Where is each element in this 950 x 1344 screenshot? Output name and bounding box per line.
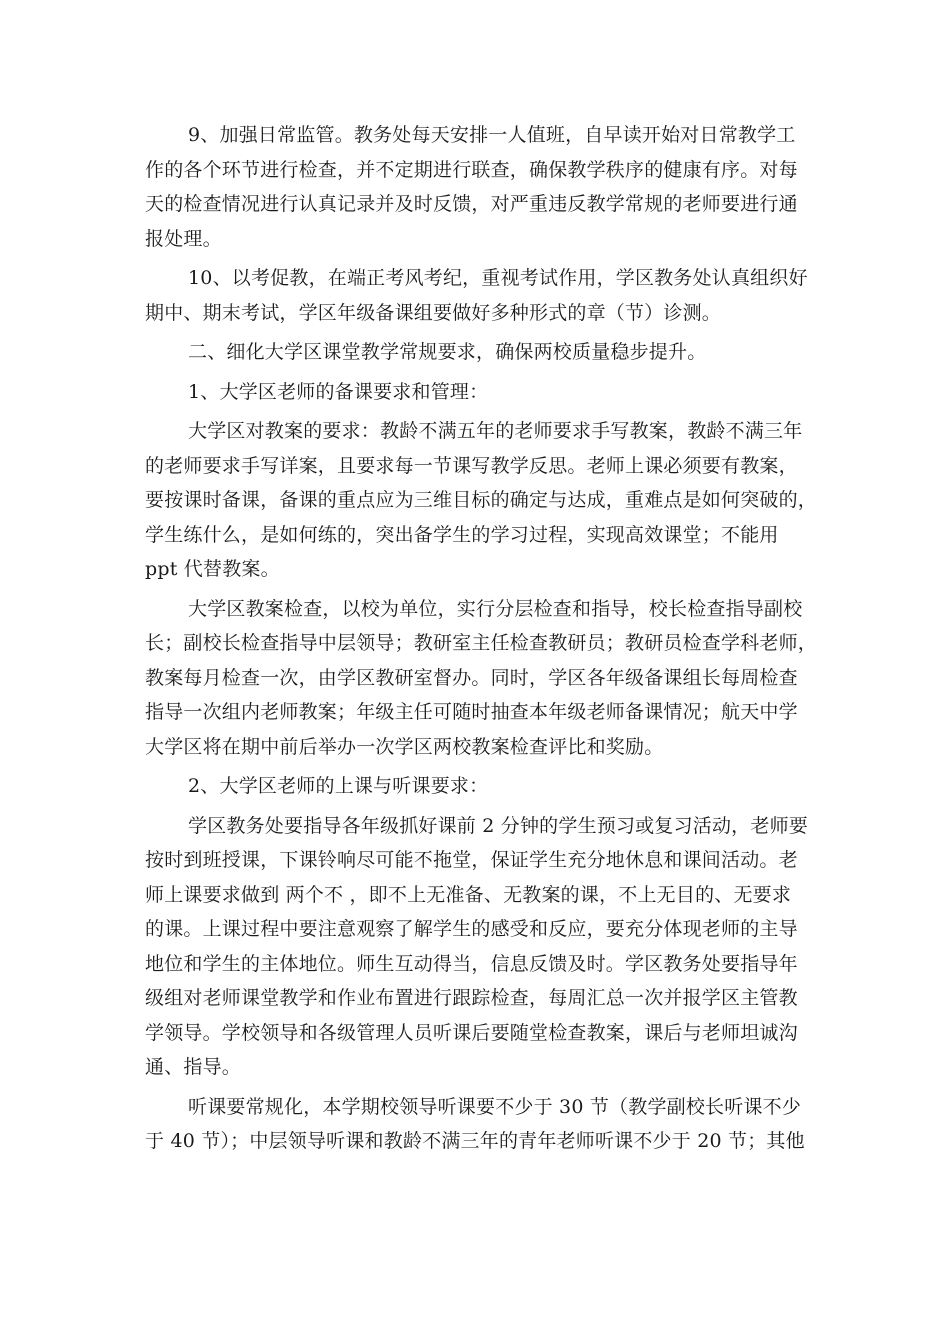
text-line: 级组对老师课堂教学和作业布置进行跟踪检查，每周汇总一次并报学区主管教: [145, 987, 798, 1009]
text-line: 大学区将在期中前后举办一次学区两校教案检查评比和奖励。: [145, 735, 664, 758]
section-heading-two: [145, 335, 807, 370]
text-line: 学领导。学校领导和各级管理人员听课后要随堂检查教案，课后与老师坦诚沟: [145, 1021, 798, 1044]
text-line: ppt 代替教案。: [145, 558, 280, 580]
paragraph-classroom-requirements: [145, 809, 807, 1085]
text-line: 教案每月检查一次，由学区教研室督办。同时，学区各年级备课组长每周检查: [145, 666, 798, 689]
text-line: 指导一次组内老师教案；年级主任可随时抽查本年级老师备课情况；航天中学: [145, 701, 798, 723]
subheading-lesson-prep: [145, 375, 807, 410]
subheading-teaching-observation: [145, 769, 807, 804]
text-line: 9、加强日常监管。教务处每天安排一人值班，自早读开始对日常教学工: [188, 124, 796, 146]
text-line: 学区教务处要指导各年级抓好课前 2 分钟的学生预习或复习活动，老师要: [188, 814, 808, 837]
text-line: 学生练什么，是如何练的，突出备学生的学习过程，实现高效课堂；不能用: [145, 523, 779, 546]
text-line: 按时到班授课，下课铃响尽可能不拖堂，保证学生充分地休息和课间活动。老: [145, 849, 798, 871]
text-line: 的课。上课过程中要注意观察了解学生的感受和反应，要充分体现老师的主导: [145, 918, 798, 940]
subheading: 1、大学区老师的备课要求和管理：: [188, 380, 489, 403]
text-line: 报处理。: [145, 227, 222, 250]
document-body: [145, 118, 818, 1159]
paragraph-daily-supervision: [145, 118, 807, 256]
text-line: 天的检查情况进行认真记录并及时反馈，对严重违反教学常规的老师要进行通: [145, 193, 798, 215]
subheading: 2、大学区老师的上课与听课要求：: [188, 775, 489, 797]
text-line: 地位和学生的主体地位。师生互动得当，信息反馈及时。学区教务处要指导年: [145, 952, 798, 975]
text-line: 通、指导。: [145, 1056, 242, 1078]
section-heading: 二、细化大学区课堂教学常规要求，确保两校质量稳步提升。: [188, 341, 707, 363]
text-line: 师上课要求做到 两个不 ，即不上无准备、无教案的课，不上无目的、无要求: [145, 883, 792, 906]
paragraph-exams: [145, 261, 807, 330]
text-line: 大学区对教案的要求：教龄不满五年的老师要求手写教案，教龄不满三年: [188, 420, 803, 442]
paragraph-observation-quota: [145, 1090, 807, 1159]
text-line: 10、以考促教，在端正考风考纪，重视考试作用，学区教务处认真组织好: [188, 267, 808, 289]
paragraph-lesson-plan-requirements: [145, 414, 818, 587]
text-line: 作的各个环节进行检查，并不定期进行联查，确保教学秩序的健康有序。对每: [145, 158, 798, 181]
text-line: 于 40 节）；中层领导听课和教龄不满三年的青年老师听课不少于 20 节；其他: [145, 1130, 805, 1152]
text-line: 的老师要求手写详案，且要求每一节课写教学反思。老师上课必须要有教案，: [145, 454, 798, 477]
text-line: 要按课时备课，备课的重点应为三维目标的确定与达成，重难点是如何突破的，: [145, 489, 818, 511]
text-line: 听课要常规化，本学期校领导听课要不少于 30 节（教学副校长听课不少: [188, 1095, 802, 1118]
text-line: 期中、期末考试，学区年级备课组要做好多种形式的章（节）诊测。: [145, 301, 722, 324]
paragraph-lesson-plan-inspection: [145, 592, 818, 765]
text-line: 大学区教案检查，以校为单位，实行分层检查和指导，校长检查指导副校: [188, 597, 803, 620]
text-line: 长；副校长检查指导中层领导；教研室主任检查教研员；教研员检查学科老师，: [145, 632, 818, 654]
